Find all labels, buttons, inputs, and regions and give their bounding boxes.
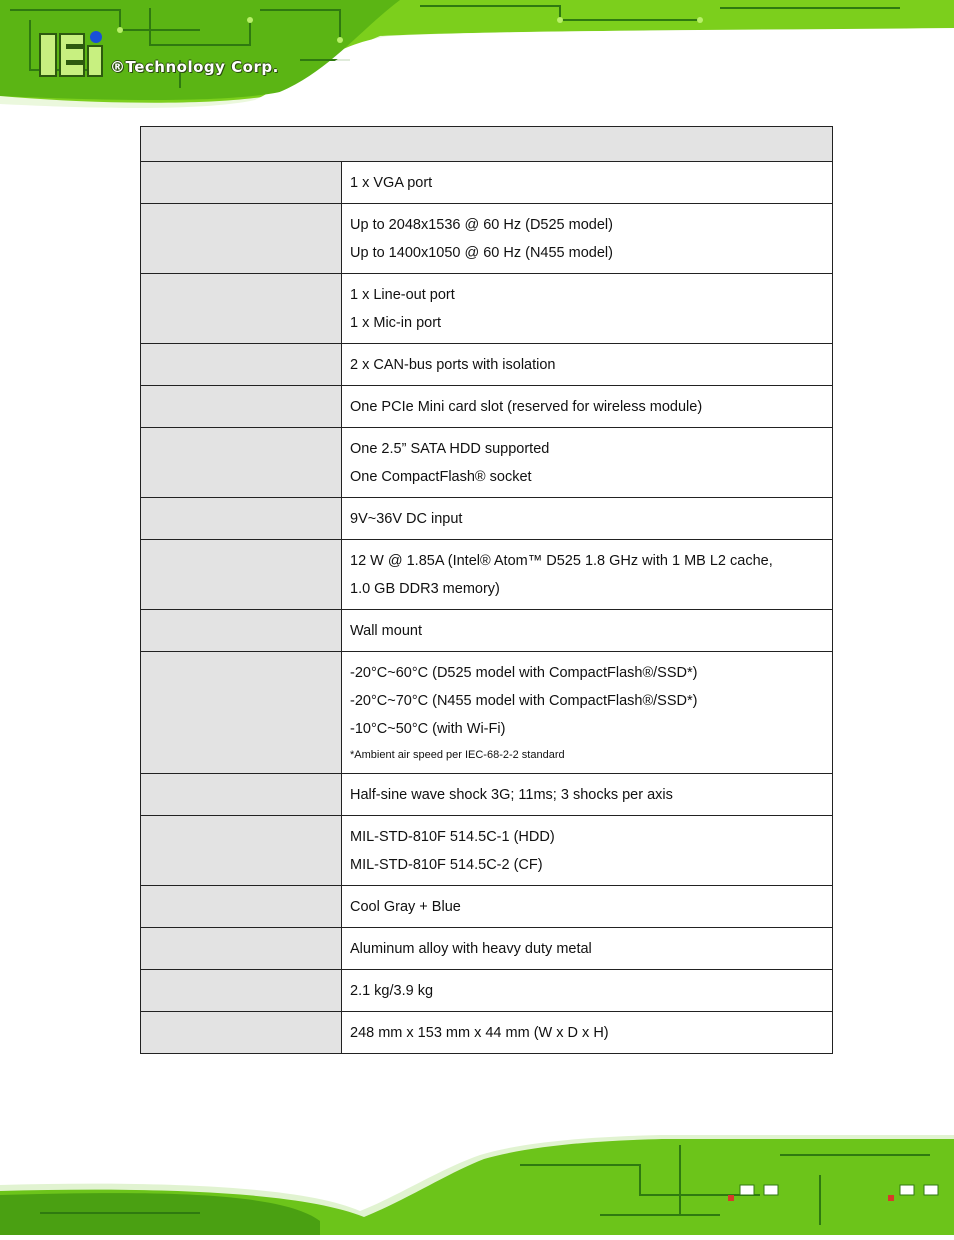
header-circuit-banner (0, 0, 954, 112)
spec-value-line: 1 x VGA port (350, 175, 433, 191)
spec-value-line: Cool Gray + Blue (350, 899, 461, 915)
table-row (141, 386, 833, 428)
table-row (141, 816, 833, 886)
row-value-cell (342, 652, 833, 774)
table-row (141, 162, 833, 204)
row-label-cell (141, 652, 342, 774)
spec-value-line: One PCIe Mini card slot (reserved for wireless module) (350, 399, 703, 415)
row-value-cell (342, 774, 833, 816)
table-title-row (141, 127, 833, 162)
row-value-cell (342, 970, 833, 1012)
row-value-cell (342, 386, 833, 428)
spec-value-line: 2.1 kg/3.9 kg (350, 983, 434, 999)
row-label-cell (141, 886, 342, 928)
spec-value-line: 12 W @ 1.85A (Intel® Atom™ D525 1.8 GHz with 1 MB L2 cache, (350, 553, 773, 569)
table-row (141, 498, 833, 540)
table-row (141, 274, 833, 344)
row-label-cell (141, 928, 342, 970)
row-label-cell (141, 540, 342, 610)
spec-value-line: One 2.5” SATA HDD supported (350, 441, 550, 457)
row-value-cell (342, 610, 833, 652)
row-label-cell (141, 204, 342, 274)
row-label-cell (141, 1012, 342, 1054)
spec-value-line: 1.0 GB DDR3 memory) (350, 581, 500, 597)
spec-value-line: -20°C~70°C (N455 model with CompactFlash®/SSD*) (350, 693, 698, 709)
row-label-cell (141, 498, 342, 540)
row-value-cell (342, 540, 833, 610)
table-row (141, 204, 833, 274)
table-row (141, 774, 833, 816)
row-value-cell (342, 162, 833, 204)
row-value-cell (342, 1012, 833, 1054)
spec-value-line: -20°C~60°C (D525 model with CompactFlash®/SSD*) (350, 665, 698, 681)
row-value-cell (342, 498, 833, 540)
table-row (141, 1012, 833, 1054)
spec-value-line: Up to 1400x1050 @ 60 Hz (N455 model) (350, 245, 613, 261)
row-label-cell (141, 386, 342, 428)
row-value-cell (342, 428, 833, 498)
row-label-cell (141, 610, 342, 652)
table-row (141, 928, 833, 970)
spec-value-line: MIL-STD-810F 514.5C-2 (CF) (350, 857, 543, 873)
row-label-cell (141, 970, 342, 1012)
spec-value-line: 2 x CAN-bus ports with isolation (350, 357, 556, 373)
spec-value-line: Aluminum alloy with heavy duty metal (350, 941, 592, 957)
row-value-cell (342, 886, 833, 928)
spec-value-line: Half-sine wave shock 3G; 11ms; 3 shocks per axis (350, 787, 673, 803)
footer-circuit-banner (0, 1125, 954, 1235)
table-row (141, 970, 833, 1012)
specification-table (140, 126, 833, 1054)
row-label-cell (141, 428, 342, 498)
row-value-cell (342, 274, 833, 344)
row-label-cell (141, 162, 342, 204)
page-footer (0, 1125, 954, 1235)
table-row (141, 652, 833, 774)
row-value-cell (342, 928, 833, 970)
spec-value-line: -10°C~50°C (with Wi-Fi) (350, 721, 506, 737)
spec-value-line: Wall mount (350, 623, 422, 639)
row-label-cell (141, 774, 342, 816)
row-label-cell (141, 816, 342, 886)
spec-value-line: Up to 2048x1536 @ 60 Hz (D525 model) (350, 217, 613, 233)
spec-value-line: MIL-STD-810F 514.5C-1 (HDD) (350, 829, 555, 845)
spec-value-line: 248 mm x 153 mm x 44 mm (W x D x H) (350, 1025, 609, 1041)
spec-value-line: 9V~36V DC input (350, 511, 463, 527)
row-value-cell (342, 204, 833, 274)
table-title-cell (141, 127, 833, 162)
logo-text: ®Technology Corp. (110, 58, 279, 76)
spec-footnote: *Ambient air speed per IEC-68-2-2 standard (350, 749, 565, 761)
table-row (141, 610, 833, 652)
row-value-cell (342, 816, 833, 886)
spec-value-line: 1 x Line-out port (350, 287, 455, 303)
table-row (141, 886, 833, 928)
row-label-cell (141, 274, 342, 344)
spec-value-line: 1 x Mic-in port (350, 315, 442, 331)
row-value-cell (342, 344, 833, 386)
table-row (141, 344, 833, 386)
spec-value-line: One CompactFlash® socket (350, 469, 532, 485)
page-header (0, 0, 954, 112)
company-logo (40, 31, 102, 76)
table-row (141, 428, 833, 498)
table-row (141, 540, 833, 610)
row-label-cell (141, 344, 342, 386)
